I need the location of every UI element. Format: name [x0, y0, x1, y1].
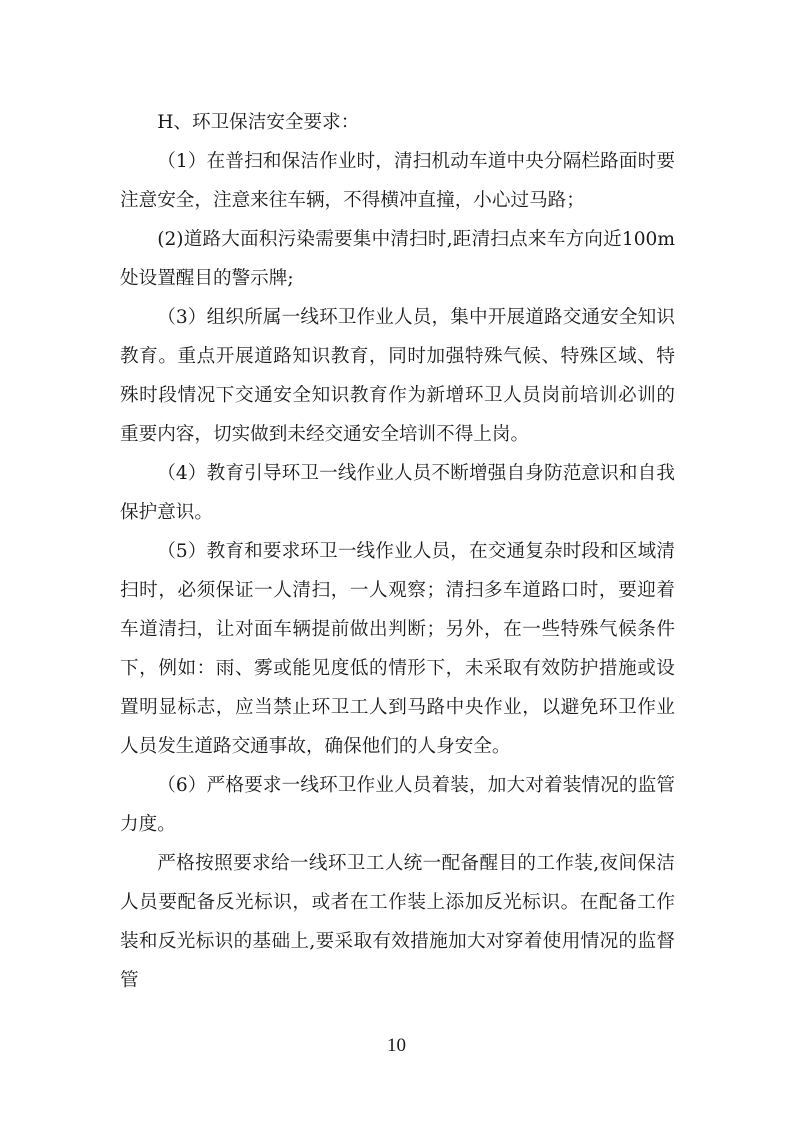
- document-body: [120, 103, 675, 1000]
- paragraph-1: （1）在普扫和保洁作业时，清扫机动车道中央分隔栏路面时要注意安全，注意来往车辆，不得横冲直撞，小心过马路；: [120, 151, 675, 211]
- paragraph-3: （3）组织所属一线环卫作业人员，集中开展道路交通安全知识教育。重点开展道路知识教育，同时加强特殊气候、特殊区域、特殊时段情况下交通安全知识教育作为新增环卫人员岗前培训必训的重要内容，切实做到未经交通安全培训不得上岗。: [120, 307, 675, 445]
- paragraph-6: （6）严格要求一线环卫作业人员着装，加大对着装情况的监管力度。: [120, 775, 675, 835]
- section-heading: H、环卫保洁安全要求：: [157, 112, 360, 133]
- paragraph-2: (2)道路大面积污染需要集中清扫时,距清扫点来车方向近100m处设置醒目的警示牌;: [120, 229, 675, 289]
- paragraph-5: （5）教育和要求环卫一线作业人员，在交通复杂时段和区域清扫时，必须保证一人清扫，一人观察；清扫多车道路口时，要迎着车道清扫，让对面车辆提前做出判断；另外，在一些特殊气候条件下，例如：雨、雾或能见度低的情形下，未采取有效防护措施或设置明显标志，应当禁止环卫工人到马路中央作业，以避免环卫作业人员发生道路交通事故，确保他们的人身安全。: [120, 541, 675, 757]
- paragraph-4: （4）教育引导环卫一线作业人员不断增强自身防范意识和自我保护意识。: [120, 463, 675, 523]
- page-number: 10: [387, 1035, 406, 1056]
- paragraph-7: 严格按照要求给一线环卫工人统一配备醒目的工作装,夜间保洁人员要配备反光标识，或者在工作装上添加反光标识。在配备工作装和反光标识的基础上,要采取有效措施加大对穿着使用情况的监督管: [120, 853, 675, 991]
